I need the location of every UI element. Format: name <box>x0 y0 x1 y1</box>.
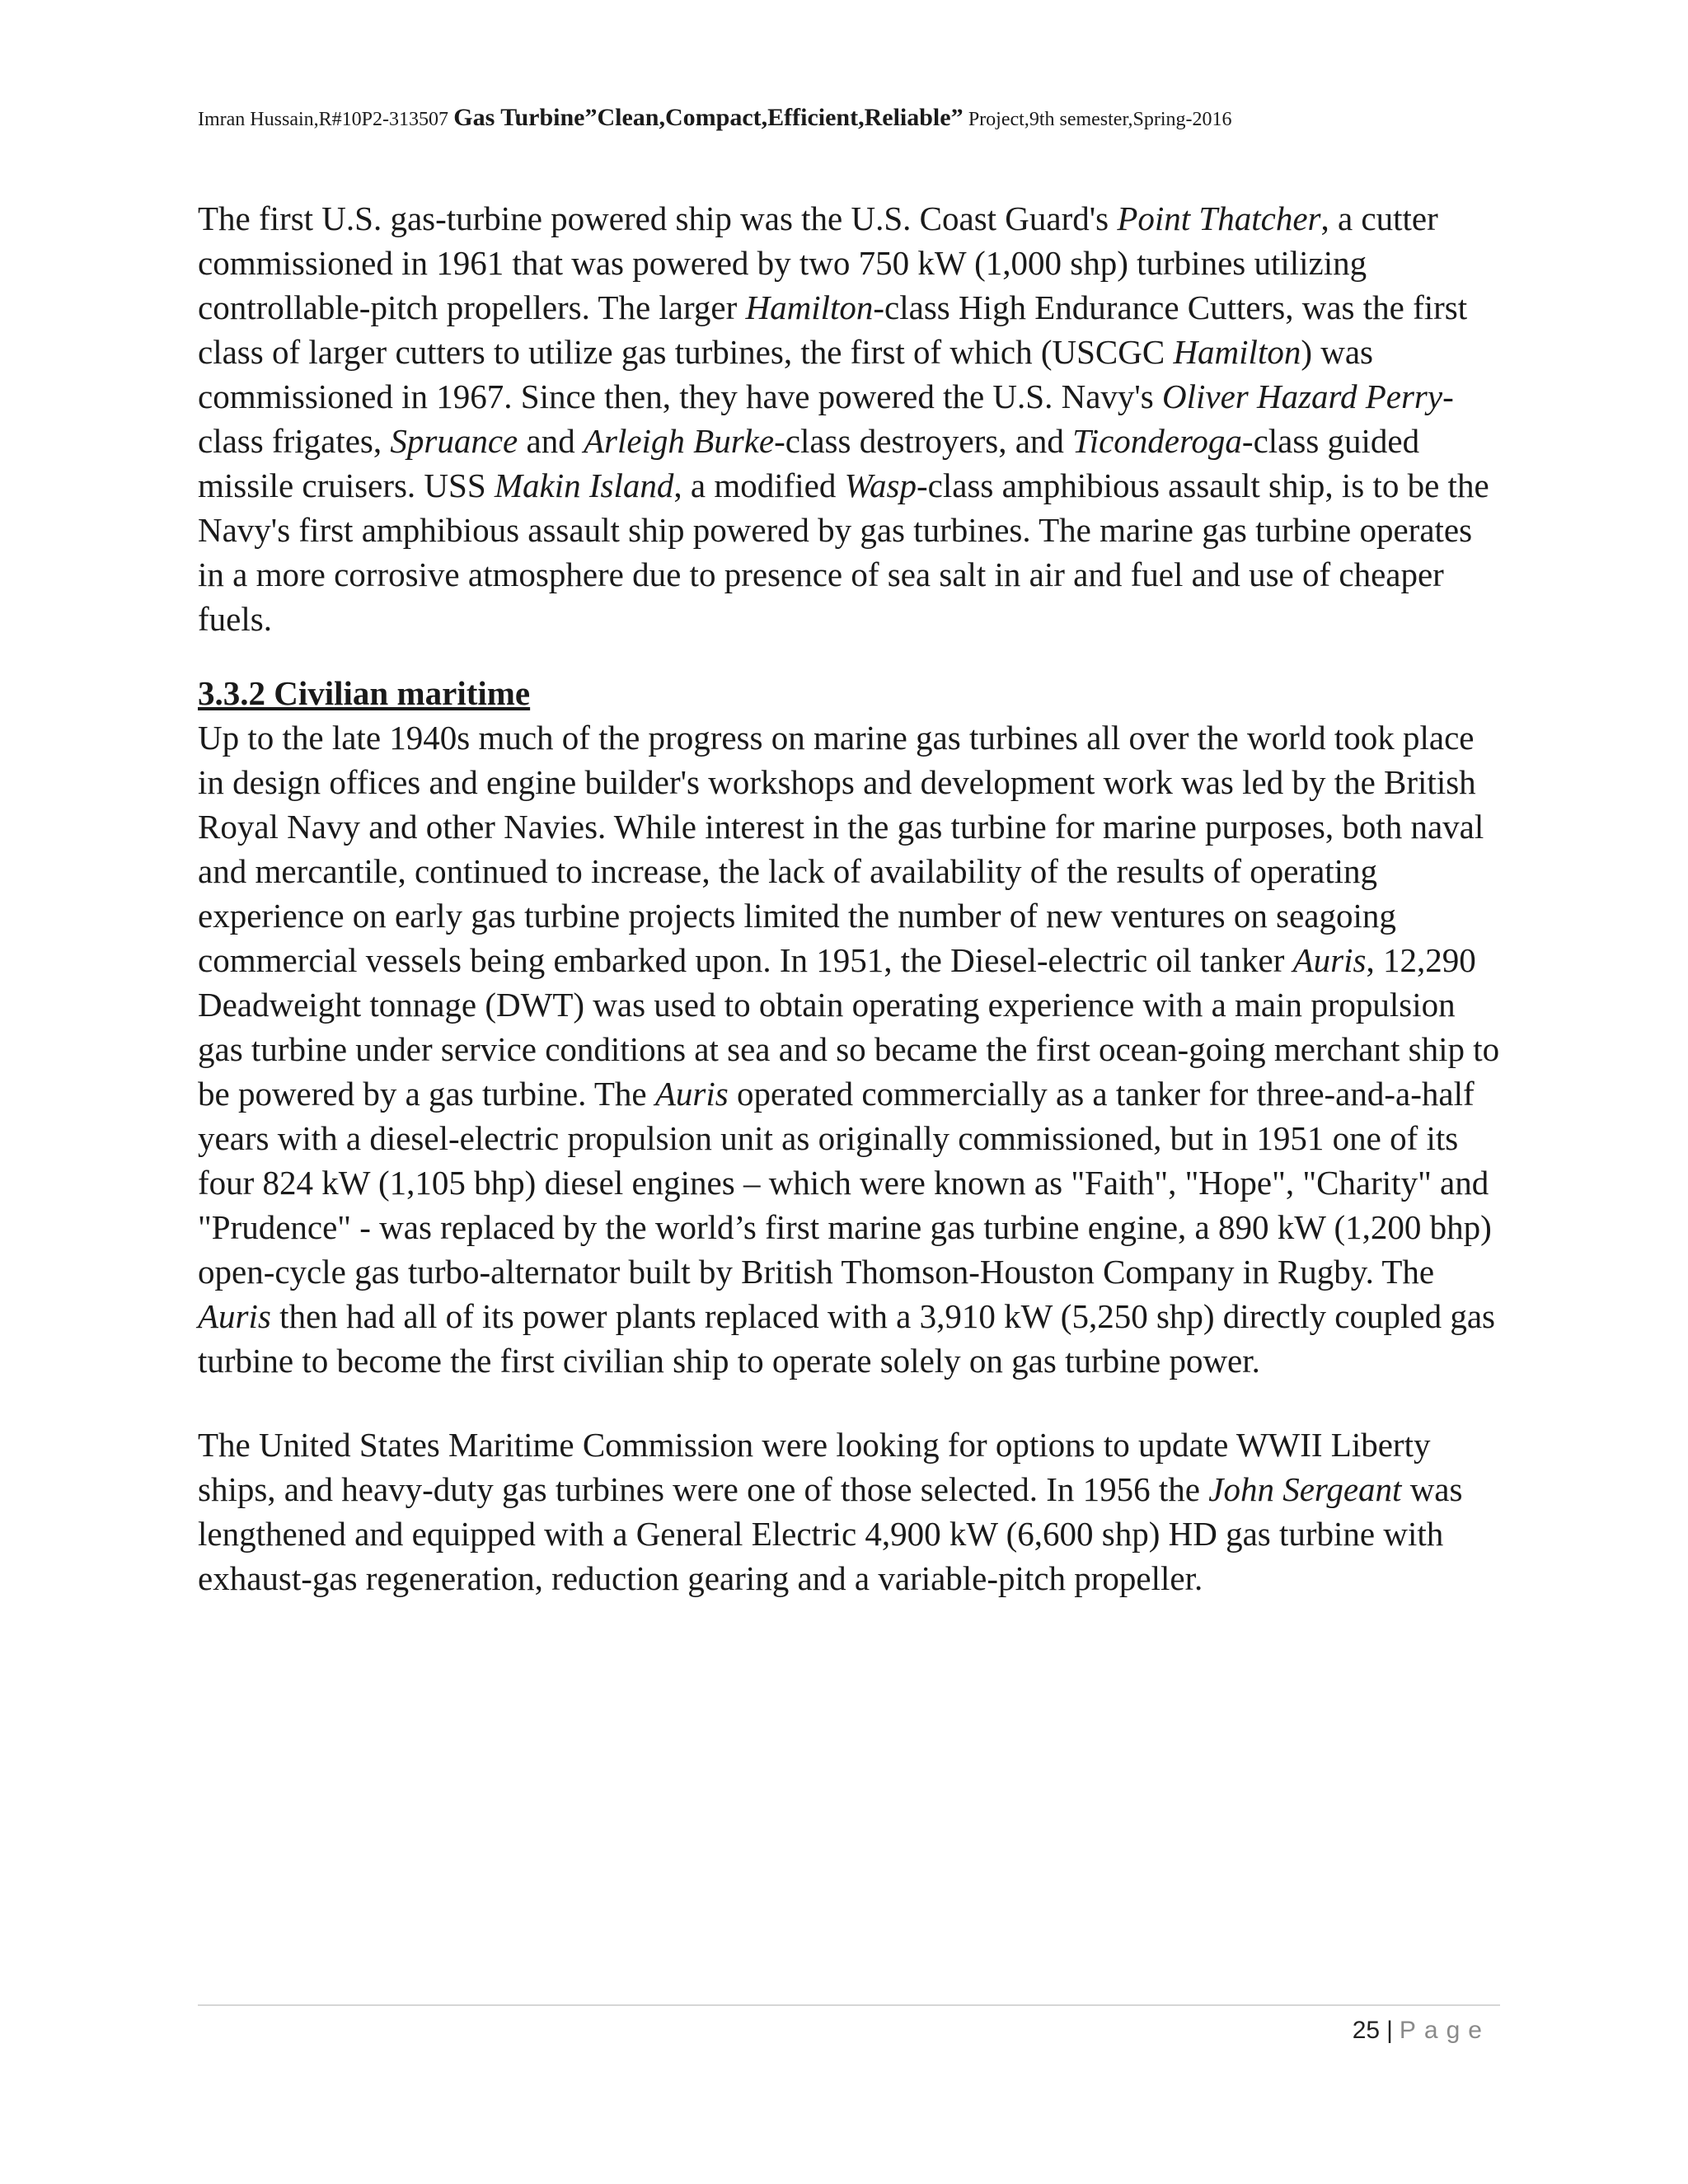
text-run: The first U.S. gas-turbine powered ship was the U.S. Coast Guard's <box>198 199 1118 237</box>
ship-name: Arleigh Burke <box>583 422 775 460</box>
ship-name: Auris <box>1292 941 1367 979</box>
footer-separator: | <box>1386 2017 1393 2044</box>
ship-name: Point Thatcher <box>1117 199 1321 237</box>
page-label: Page <box>1399 2017 1490 2044</box>
section-heading: 3.3.2 Civilian maritime <box>198 674 531 712</box>
header-title: Gas Turbine”Clean,Compact,Efficient,Reliable” <box>453 104 964 131</box>
ship-name: John Sergeant <box>1208 1470 1402 1508</box>
paragraph-maritime-commission <box>198 1422 1500 1601</box>
ship-name: Auris <box>654 1075 729 1113</box>
text-run: -class destroyers, and <box>774 422 1073 460</box>
text-run: The United States Maritime Commission were looking for options to update WWII Liberty ships, and heavy-duty gas turbines were one of those selected. In 1956 the <box>198 1426 1431 1508</box>
ship-name: Hamilton <box>745 288 874 326</box>
text-run: -class amphibious assault ship, is to be the Navy's first amphibious assault ship powered by gas turbines. The marine gas turbine operates in a more corrosive atmosphere due to presence of sea salt in air and fuel and use of cheaper fuels. <box>198 466 1489 638</box>
page-footer <box>1353 2014 1490 2047</box>
ship-name: Makin Island <box>494 466 674 504</box>
ship-name: Ticonderoga <box>1072 422 1242 460</box>
text-run: Up to the late 1940s much of the progress on marine gas turbines all over the world took place in design offices and engine builder's workshops and development work was led by the British Royal Navy and other Navies. While interest in the gas turbine for marine purposes, both naval and mercantile, continued to increase, the lack of availability of the results of operating experience on early gas turbine projects limited the number of new ventures on seagoing commercial vessels being embarked upon. In 1951, the Diesel-electric oil tanker <box>198 719 1484 979</box>
document-body <box>198 196 1500 1601</box>
header-semester: 9th semester,Spring-2016 <box>1029 109 1232 130</box>
text-run: operated commercially as a tanker for three-and-a-half years with a diesel-electric propulsion unit as originally commissioned, but in 1951 one of its four 824 kW (1,105 bhp) diesel engines – which were known as "Faith", "Hope", "Charity" and "Prudence" - was replaced by the world’s first marine gas turbine engine, a 890 kW (1,200 bhp) open-cycle gas turbo-alternator built by British Thomson-Houston Company in Rugby. The <box>198 1075 1492 1291</box>
ship-name: Auris <box>198 1297 271 1335</box>
text-run: -class guided missile cruisers. USS <box>198 422 1420 504</box>
text-run: and <box>518 422 584 460</box>
text-run: , 12,290 Deadweight tonnage (DWT) was used to obtain operating experience with a main propulsion gas turbine under service conditions at sea and so became the first ocean-going merchant ship to be powered by a gas turbine. The <box>198 941 1500 1113</box>
page-header <box>198 104 1500 134</box>
text-run: -class frigates, <box>198 377 1454 460</box>
text-run: , a cutter commissioned in 1961 that was powered by two 750 kW (1,000 shp) turbines utilizing controllable-pitch propellers. The larger <box>198 199 1438 326</box>
paragraph-naval-gas-turbines <box>198 196 1500 641</box>
paragraph-civilian-maritime <box>198 715 1500 1383</box>
header-project: Project, <box>968 109 1029 130</box>
text-run: ) was commissioned in 1967. Since then, they have powered the U.S. Navy's <box>198 333 1374 415</box>
footer-divider <box>198 2004 1500 2006</box>
ship-name: Wasp <box>844 466 917 504</box>
text-run: , a modified <box>673 466 845 504</box>
text-run: -class High Endurance Cutters, was the first class of larger cutters to utilize gas turbines, the first of which (USCGC <box>198 288 1468 371</box>
header-author: Imran Hussain,R#10P2-313507 <box>198 109 448 130</box>
ship-name: Oliver Hazard Perry <box>1161 377 1443 415</box>
page-number: 25 <box>1352 2017 1381 2044</box>
text-run: was lengthened and equipped with a General Electric 4,900 kW (6,600 shp) HD gas turbine with exhaust-gas regeneration, reduction gearing and a variable-pitch propeller. <box>198 1470 1463 1597</box>
ship-name: Spruance <box>390 422 518 460</box>
ship-name: Hamilton <box>1173 333 1301 371</box>
text-run: then had all of its power plants replaced with a 3,910 kW (5,250 shp) directly coupled gas turbine to become the first civilian ship to operate solely on gas turbine power. <box>198 1297 1495 1380</box>
